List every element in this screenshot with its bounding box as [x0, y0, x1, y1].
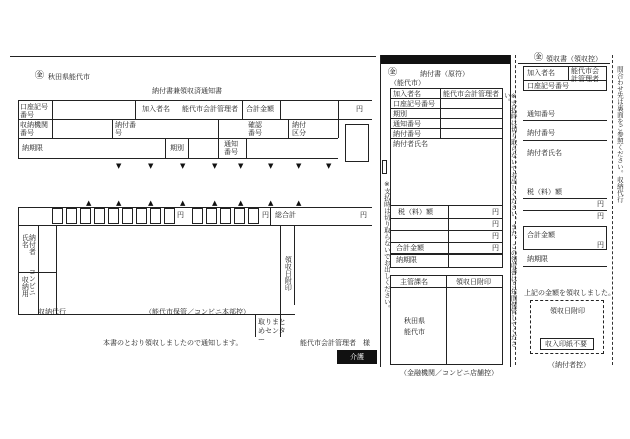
- grand-total-label: 総合計: [275, 211, 296, 219]
- city-seal-icon: ㊎: [534, 53, 544, 63]
- receipt-title: 領収書（領収控）: [546, 55, 602, 63]
- middle-top-bar: [380, 55, 510, 64]
- receipt-payment-no: 納付番号: [527, 129, 555, 137]
- institution-label: 収納機関番号: [20, 121, 48, 138]
- period-label: 期別: [170, 144, 184, 152]
- agent-label: 収納代行: [38, 308, 66, 316]
- arrow-up-icon: ▲: [268, 199, 274, 207]
- form-title: 納付書兼領収済通知書: [152, 87, 222, 95]
- arrow-down-icon: ▼: [148, 162, 154, 170]
- yen-label: 円: [492, 232, 499, 240]
- amount-digit: [248, 208, 259, 224]
- arrow-up-icon: ▲: [116, 199, 122, 207]
- yen-label: 円: [356, 105, 363, 113]
- arrow-up-icon: ▲: [212, 199, 218, 207]
- yen-label: 円: [597, 200, 604, 208]
- yen-label: 円: [492, 208, 499, 216]
- payee-value: 能代市会計管理者: [182, 105, 238, 113]
- arrow-down-icon: ▼: [296, 162, 302, 170]
- convenience-label: コンビニ: [28, 268, 37, 296]
- amount-digit: [192, 208, 203, 224]
- yen-label: 円: [177, 211, 184, 219]
- stub-payee-value: 能代市会計管理者: [443, 90, 499, 98]
- payment-no-label: 納付番号: [115, 121, 136, 138]
- receipt-account-no: 口座記号番号: [527, 82, 569, 90]
- amount-digit: [150, 208, 161, 224]
- barcode-box: [345, 124, 369, 162]
- arrow-down-icon: ▼: [238, 162, 244, 170]
- city-seal-icon: ㊎: [388, 68, 398, 78]
- stub-section-label: 主管課名: [400, 278, 428, 286]
- receipt-stamp-label: 領収日附印: [550, 307, 585, 315]
- stub-title: 納付書（原符）: [420, 70, 469, 78]
- stub-notice-no: 通知番号: [393, 120, 421, 128]
- footer-payee: 能代市会計管理者 様: [300, 339, 370, 347]
- amount-digit: [80, 208, 91, 224]
- stub-side-note: ※支払時は切り取らないでお出しください。: [382, 180, 391, 312]
- amount-digit: [206, 208, 217, 224]
- yen-label: 円: [492, 220, 499, 228]
- arrow-up-icon: ▲: [296, 199, 302, 207]
- confirm-no-label: 確認番号: [248, 121, 262, 138]
- stub-bottom-note: （金融機関／コンビニ店舗控）: [400, 369, 498, 377]
- stub-stamp-label: 領収日附印: [456, 278, 491, 286]
- receipt-payee-label: 加入者名: [527, 69, 555, 77]
- stub-city: （能代市）: [390, 79, 425, 87]
- total-amount-label: 合計金額: [246, 105, 274, 113]
- yen-label: 円: [262, 211, 269, 219]
- arrow-up-icon: ▲: [180, 199, 186, 207]
- receipt-total-label: 合計金額: [527, 231, 555, 239]
- yen-label: 円: [492, 244, 499, 252]
- amount-digit: [122, 208, 133, 224]
- amount-digit: [136, 208, 147, 224]
- receipt-bottom-note: （納付者控）: [548, 361, 590, 369]
- receipt-stamp-free: 収入印紙不要: [545, 340, 587, 348]
- care-badge: 介護: [337, 350, 377, 364]
- stub-deadline: 納期限: [396, 256, 417, 264]
- name-label: 氏名: [21, 234, 30, 248]
- account-no-label: 口座記号番号: [20, 103, 48, 120]
- receipt-side-note: 問合わせ先は裏面をご参照ください。収納代行: [615, 66, 624, 203]
- amount-digit: [164, 208, 175, 224]
- amount-digit: [108, 208, 119, 224]
- stub-payee-label: 加入者名: [393, 90, 421, 98]
- arrow-down-icon: ▼: [326, 162, 332, 170]
- city-seal-icon: ㊎: [35, 71, 45, 81]
- receipt-payer-name: 納付者氏名: [527, 149, 562, 157]
- arrow-up-icon: ▲: [86, 199, 92, 207]
- stub-period: 期別: [393, 110, 407, 118]
- amount-digit: [52, 208, 63, 224]
- receipt-tax-label: 税（料）額: [527, 188, 562, 196]
- stub-cut-mark: [382, 160, 387, 174]
- stub-tax-label: 税（料）額: [398, 208, 433, 216]
- amount-digit: [66, 208, 77, 224]
- yen-label: 円: [597, 212, 604, 220]
- collect-center-label: 取りまとめセンター: [258, 318, 286, 345]
- notice-no-label: 通知番号: [224, 140, 238, 157]
- arrow-down-icon: ▼: [180, 162, 186, 170]
- amount-digit: [234, 208, 245, 224]
- receipt-payee-value: 能代市会計管理者: [571, 67, 599, 84]
- issuer-label: 秋田県能代市: [48, 73, 90, 81]
- receipt-text: 上記の金額を領収しました。: [524, 289, 615, 297]
- stub-inner-note: ※支払時は切り取らないでお出しください。また、この領収書は５年間保管してください。: [502, 92, 518, 347]
- arrow-down-icon: ▼: [268, 162, 274, 170]
- stub-section-value: 秋田県能代市: [404, 317, 425, 336]
- stub-payment-no: 納付番号: [393, 130, 421, 138]
- stub-account-no: 口座記号番号: [393, 100, 435, 108]
- arrow-down-icon: ▼: [116, 162, 122, 170]
- arrow-up-icon: ▲: [148, 199, 154, 207]
- stub-payer-name: 納付者氏名: [393, 140, 428, 148]
- receipt-deadline: 納期限: [527, 255, 548, 263]
- footer-text: 本書のとおり領収しましたので通知します。: [103, 339, 243, 347]
- receipt-date-stamp-label: 領収日附印: [284, 256, 293, 291]
- receipt-notice-no: 通知番号: [527, 110, 555, 118]
- amount-digit: [94, 208, 105, 224]
- receipt-label: 収納用: [21, 276, 30, 297]
- arrow-down-icon: ▼: [212, 162, 218, 170]
- agent-note: （能代市保管／コンビニ本部控）: [145, 308, 250, 316]
- arrow-up-icon: ▲: [238, 199, 244, 207]
- yen-label: 円: [360, 211, 367, 219]
- payer-label: 納付者: [28, 234, 37, 255]
- payment-class-label: 納付区分: [292, 121, 306, 138]
- amount-digit: [220, 208, 231, 224]
- yen-label: 円: [597, 241, 604, 249]
- payee-label: 加入者名: [142, 105, 170, 113]
- deadline-label: 納期限: [22, 144, 43, 152]
- stub-total-label: 合計金額: [396, 244, 424, 252]
